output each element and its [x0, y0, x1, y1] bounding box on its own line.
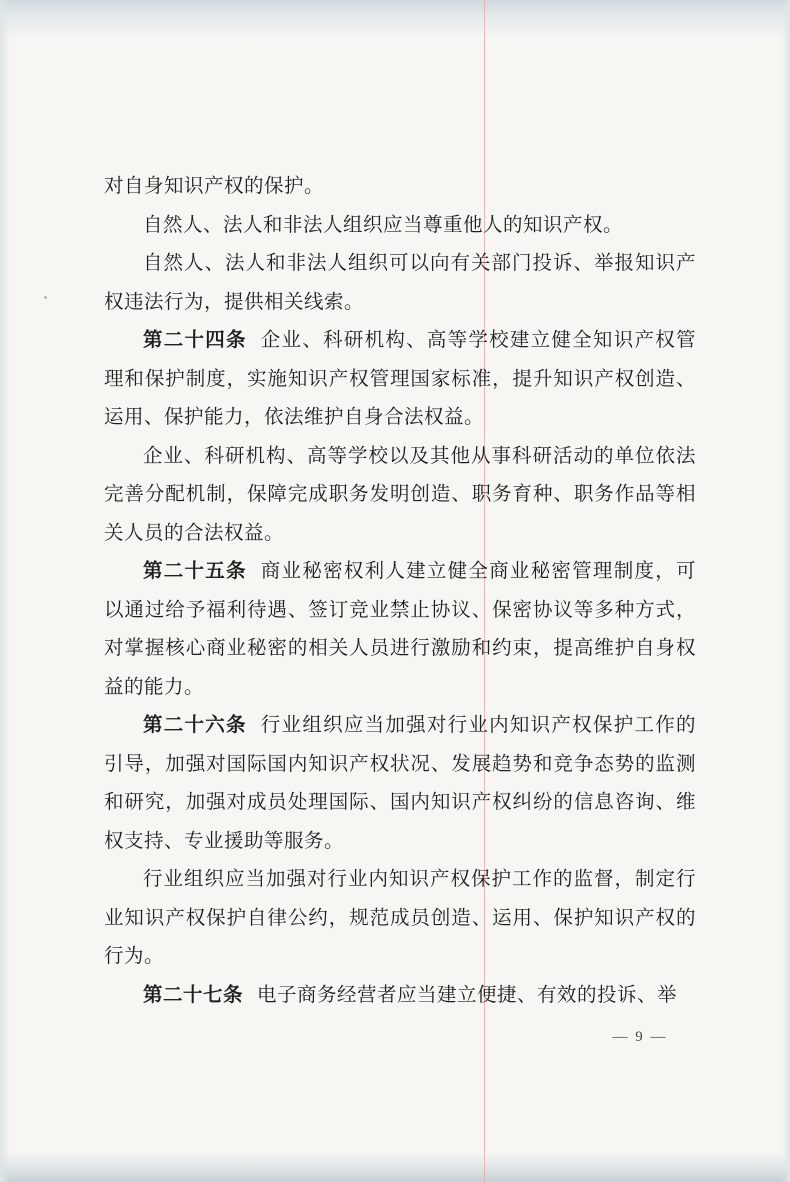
- paragraph-text: 电子商务经营者应当建立便捷、有效的投诉、举: [257, 982, 678, 1006]
- scan-left-edge: [0, 0, 10, 1182]
- article-27: [104, 976, 696, 1015]
- scan-top-edge: [0, 0, 790, 40]
- paragraph-5: [104, 437, 696, 553]
- article-24: [104, 321, 696, 437]
- document-body: [104, 167, 696, 1014]
- paragraph-text: 企业、科研机构、高等学校建立健全知识产权管理和保护制度，实施知识产权管理国家标准，提升知识产权创造、运用、保护能力，依法维护自身合法权益。: [104, 328, 696, 428]
- scan-speck: [44, 296, 47, 299]
- paragraph-3: [104, 244, 696, 321]
- article-25: [104, 552, 696, 706]
- paragraph-text: 企业、科研机构、高等学校以及其他从事科研活动的单位依法完善分配机制，保障完成职务发明创造、职务育种、职务作品等相关人员的合法权益。: [104, 443, 696, 544]
- paragraph-2: [104, 206, 696, 245]
- article-heading: 第二十七条: [143, 982, 244, 1006]
- paragraph-8: [104, 860, 696, 976]
- article-heading: 第二十四条: [143, 328, 247, 351]
- paragraph-text: 自然人、法人和非法人组织可以向有关部门投诉、举报知识产权违法行为，提供相关线索。: [104, 251, 696, 313]
- article-heading: 第二十六条: [143, 713, 247, 736]
- paragraph-1: [104, 167, 696, 206]
- scan-right-edge: [782, 0, 790, 1182]
- paragraph-text: 行业组织应当加强对行业内知识产权保护工作的监督，制定行业知识产权保护自律公约，规范成员创造、运用、保护知识产权的行为。: [104, 867, 696, 967]
- article-26: [104, 706, 696, 860]
- paragraph-text: 行业组织应当加强对行业内知识产权保护工作的引导，加强对国际国内知识产权状况、发展趋势和竞争态势的监测和研究，加强对成员处理国际、国内知识产权纠纷的信息咨询、维权支持、专业援助等服务。: [104, 713, 696, 852]
- paragraph-text: 对自身知识产权的保护。: [104, 174, 325, 197]
- scan-bottom-edge: [0, 1152, 790, 1182]
- paragraph-text: 自然人、法人和非法人组织应当尊重他人的知识产权。: [143, 212, 624, 236]
- paragraph-text: 商业秘密权利人建立健全商业秘密管理制度，可以通过给予福利待遇、签订竞业禁止协议、保密协议等多种方式，对掌握核心商业秘密的相关人员进行激励和约束，提高维护自身权益的能力。: [104, 559, 696, 698]
- article-heading: 第二十五条: [143, 559, 247, 582]
- page-number: — 9 —: [612, 1029, 668, 1045]
